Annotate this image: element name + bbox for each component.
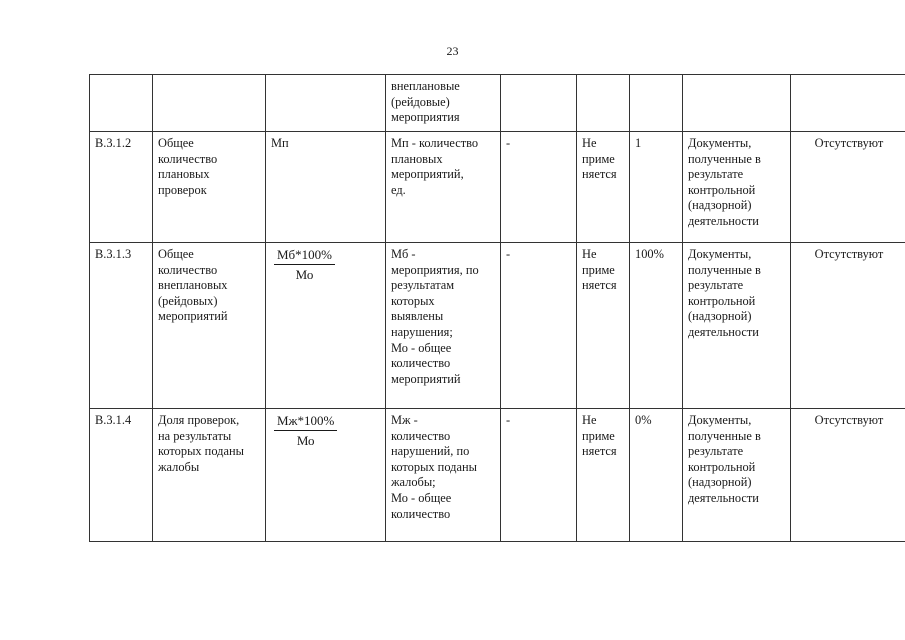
table-row-b-3-1-2 — [90, 132, 905, 243]
cell-name: Общее количество внеплановых (рейдовых) мероприятий — [153, 243, 266, 409]
cell-applicability: Не приме няется — [577, 243, 630, 409]
page-number: 23 — [446, 44, 459, 58]
cell-value: 0% — [630, 409, 683, 542]
formula-numerator: Мж*100% — [274, 413, 337, 431]
formula-denominator: Мо — [295, 266, 314, 282]
cell-applicability: Не приме няется — [577, 409, 630, 542]
cell-value — [630, 75, 683, 132]
cell-code: В.3.1.2 — [90, 132, 153, 243]
cell-code: В.3.1.3 — [90, 243, 153, 409]
table-row-b-3-1-4 — [90, 409, 905, 542]
cell-source — [683, 75, 791, 132]
indicator-table — [89, 74, 905, 542]
cell-applicability — [577, 75, 630, 132]
cell-col5: - — [501, 132, 577, 243]
cell-symbol: Мп — [266, 132, 386, 243]
table-row-b-3-1-3 — [90, 243, 905, 409]
cell-description: Мб - мероприятия, по результатам которых выявлены нарушения; Мо - общее количество мероприятий — [386, 243, 501, 409]
cell-source: Документы, полученные в результате контрольной (надзорной) деятельности — [683, 409, 791, 542]
cell-description: Мп - количество плановых мероприятий, ед. — [386, 132, 501, 243]
table-row-continuation — [90, 75, 905, 132]
cell-col5 — [501, 75, 577, 132]
cell-code: В.3.1.4 — [90, 409, 153, 542]
cell-code — [90, 75, 153, 132]
cell-formula — [266, 409, 386, 542]
cell-value: 100% — [630, 243, 683, 409]
cell-source: Документы, полученные в результате контрольной (надзорной) деятельности — [683, 243, 791, 409]
cell-symbol — [266, 75, 386, 132]
formula-fraction — [274, 413, 337, 448]
cell-name — [153, 75, 266, 132]
cell-status: Отсутствуют — [791, 132, 905, 243]
formula-numerator: Мб*100% — [274, 247, 335, 265]
cell-status — [791, 75, 905, 132]
cell-source: Документы, полученные в результате контрольной (надзорной) деятельности — [683, 132, 791, 243]
cell-col5: - — [501, 243, 577, 409]
cell-description: внеплановые (рейдовые) мероприятия — [386, 75, 501, 132]
cell-status: Отсутствуют — [791, 409, 905, 542]
cell-name: Общее количество плановых проверок — [153, 132, 266, 243]
formula-fraction — [274, 247, 335, 282]
cell-applicability: Не приме няется — [577, 132, 630, 243]
cell-value: 1 — [630, 132, 683, 243]
cell-status: Отсутствуют — [791, 243, 905, 409]
cell-name: Доля проверок, на результаты которых поданы жалобы — [153, 409, 266, 542]
cell-col5: - — [501, 409, 577, 542]
formula-denominator: Мо — [296, 432, 315, 448]
cell-formula — [266, 243, 386, 409]
cell-description: Мж - количество нарушений, по которых поданы жалобы; Мо - общее количество — [386, 409, 501, 542]
